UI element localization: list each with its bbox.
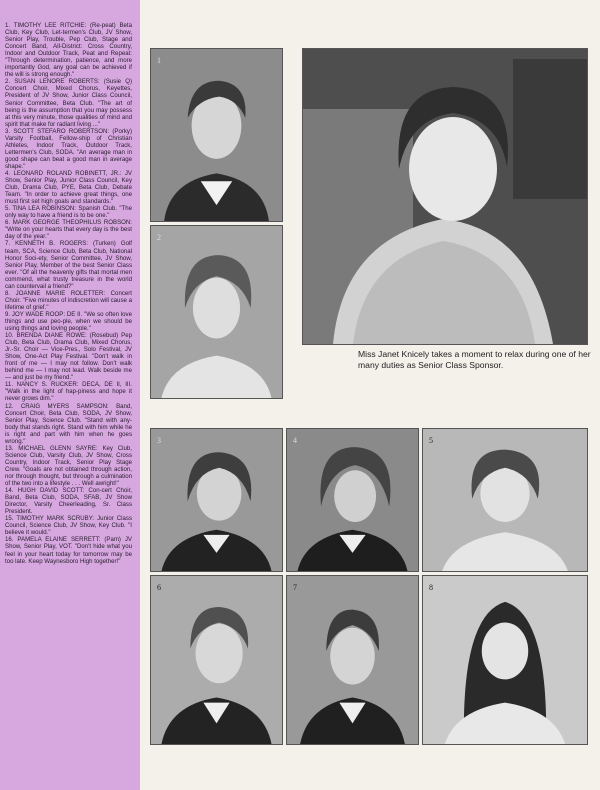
bio-entry: 9. JOY WADE ROOP: DE II. "We so often love things and use peo-ple, when we should be using things and loving people." [5, 310, 132, 333]
bio-entry: 13. MICHAEL GLENN SAYRE: Key Club, Science Club, Varsity Club, JV Show, Cross Country, Indoor Track, Senior Play Stage Crew. "Goals are not obtained through action, nor through thought, but through a culmination of the two into a lifestyle . . . Well awright!" [5, 444, 132, 488]
bio-entry: 12. CRAIG MYERS SAMPSON: Band, Concert Choir, Beta Club, SODA, JV Show, Senior Play, Science Club. "Stand with any-body that stands right. Stand with him while he is right and part with him when he goes wrong." [5, 402, 132, 445]
bio-entry: 2. SUSAN LENORE ROBERTS: (Susie Q) Concert Choir, Mixed Chorus, Keyettes, President of JV Show, Junior Class Council, Senior Committee, Beta Club. "The art of being is the assumption that you may possess at this very minute, those qualities of mind and spirit that make for radiant living ..." [5, 78, 132, 128]
sponsor-caption: Miss Janet Knicely takes a moment to relax during one of her many duties as Senior Class Sponsor. [358, 349, 591, 370]
portrait-6 [150, 575, 283, 745]
portrait-5 [422, 428, 588, 572]
bio-entry: 1. TIMOTHY LEE RITCHIE: (Re-peat) Beta Club, Key Club, Let-termen's Club, JV Show, Senior Play, Trouble, Pep Club, Stage and Concert Band, All-District: Cross Country, Indoor and Outdoor Track, Peat and Repeat: "Through determination, patience, and more importantly God, any goal can be achieved if the will is strong enough." [5, 22, 132, 79]
portrait-7 [286, 575, 419, 745]
bio-entry: 11. NANCY S. RUCKER: DECA, DE II, III. "Walk in the light of hap-piness and hope it never grows dim." [5, 381, 132, 403]
bio-entry: 14. HUGH DAVID SCOTT: Con-cert Choir, Band, Beta Club, SODA, SFAB, JV Show Director, Varsity Cheerleading, Sr. Class President. [5, 487, 132, 516]
bio-entry: 6. MARK GEORGE THEOPHILUS ROBSON: "Write on your hearts that every day is the best day of the year." [5, 219, 132, 241]
portrait-figure [151, 429, 282, 571]
portrait-number: 4 [293, 436, 297, 445]
portrait-3 [150, 428, 283, 572]
bio-entry: 3. SCOTT STEFARO ROBERTSON: (Porky) Varsity Football, Fellow-ship of Christian Athletes, Indoor Track, Outdoor Track, Lettermen's Club, SODA. "An average man in good shape can beat a good man in average shape." [5, 127, 132, 170]
portrait-number: 5 [429, 436, 433, 445]
bio-entry: 7. KENNETH B. ROGERS: (Turken) Golf team, SCA, Science Club, Beta Club, National Honor Soci-ety, Senior Committee, JV Show, Senior Play, Member of the best Senior Class ever. "Of all the heavenly gifts that mortal men commend, what trusty treasure in the world can countervail a friend?" [5, 240, 132, 290]
sponsor-photo [302, 48, 588, 345]
portrait-figure [287, 576, 418, 744]
portrait-number: 2 [157, 233, 161, 242]
portrait-number: 6 [157, 583, 161, 592]
sponsor-figure [303, 49, 587, 344]
portrait-8 [422, 575, 588, 745]
bio-entry: 16. PAMELA ELAINE SERRETT: (Pam) JV Show, Senior Play, VOT. "Don't hide what you feel in your heart today for tomorrow may be too late. Keep Waynesboro High together!" [5, 536, 132, 565]
portrait-number: 8 [429, 583, 433, 592]
portrait-4 [286, 428, 419, 572]
portrait-figure [151, 226, 282, 398]
portrait-figure [423, 429, 587, 571]
bio-entry: 4. LEONARD ROLAND ROBINETT, JR.: JV Show, Senior Play, Junior Class Council, Key Club, Drama Club, PYE, Beta Club, Debate Team. "In order to achieve great things, one must first set high goals and standards." [5, 169, 132, 206]
bio-entry: 10. BRENDA DIANE ROWE: (Rosebud) Pep Club, Beta Club, Drama Club, Mixed Chorus, Jr.-Sr. Choir — Vice-Pres., Solo Festival, JV Show, One-Act Play Festival. "Don't walk in front of me — I may not follow. Don't walk behind me — I may not lead. Walk beside me — and just be my friend." [5, 332, 132, 382]
portrait-figure [287, 429, 418, 571]
portrait-figure [151, 49, 282, 221]
portrait-figure [151, 576, 282, 744]
portrait-figure [423, 576, 587, 744]
portrait-number: 1 [157, 56, 161, 65]
bio-sidebar [0, 0, 140, 790]
portrait-1 [150, 48, 283, 222]
portrait-2 [150, 225, 283, 399]
bio-list [5, 22, 132, 565]
bio-entry: 8. JOANNE MARIE ROLETTER: Concert Choir. "Five minutes of indiscretion will cause a lifetime of grief." [5, 289, 132, 311]
portrait-number: 7 [293, 583, 297, 592]
bio-entry: 15. TIMOTHY MARK SCRUBY: Junior Class Council, Science Club, JV Show, Key Club. "I believe it would." [5, 515, 132, 537]
portrait-number: 3 [157, 436, 161, 445]
bio-entry: 5. TINA LEA ROBINSON: Spanish Club. "The only way to have a friend is to be one." [5, 205, 132, 220]
